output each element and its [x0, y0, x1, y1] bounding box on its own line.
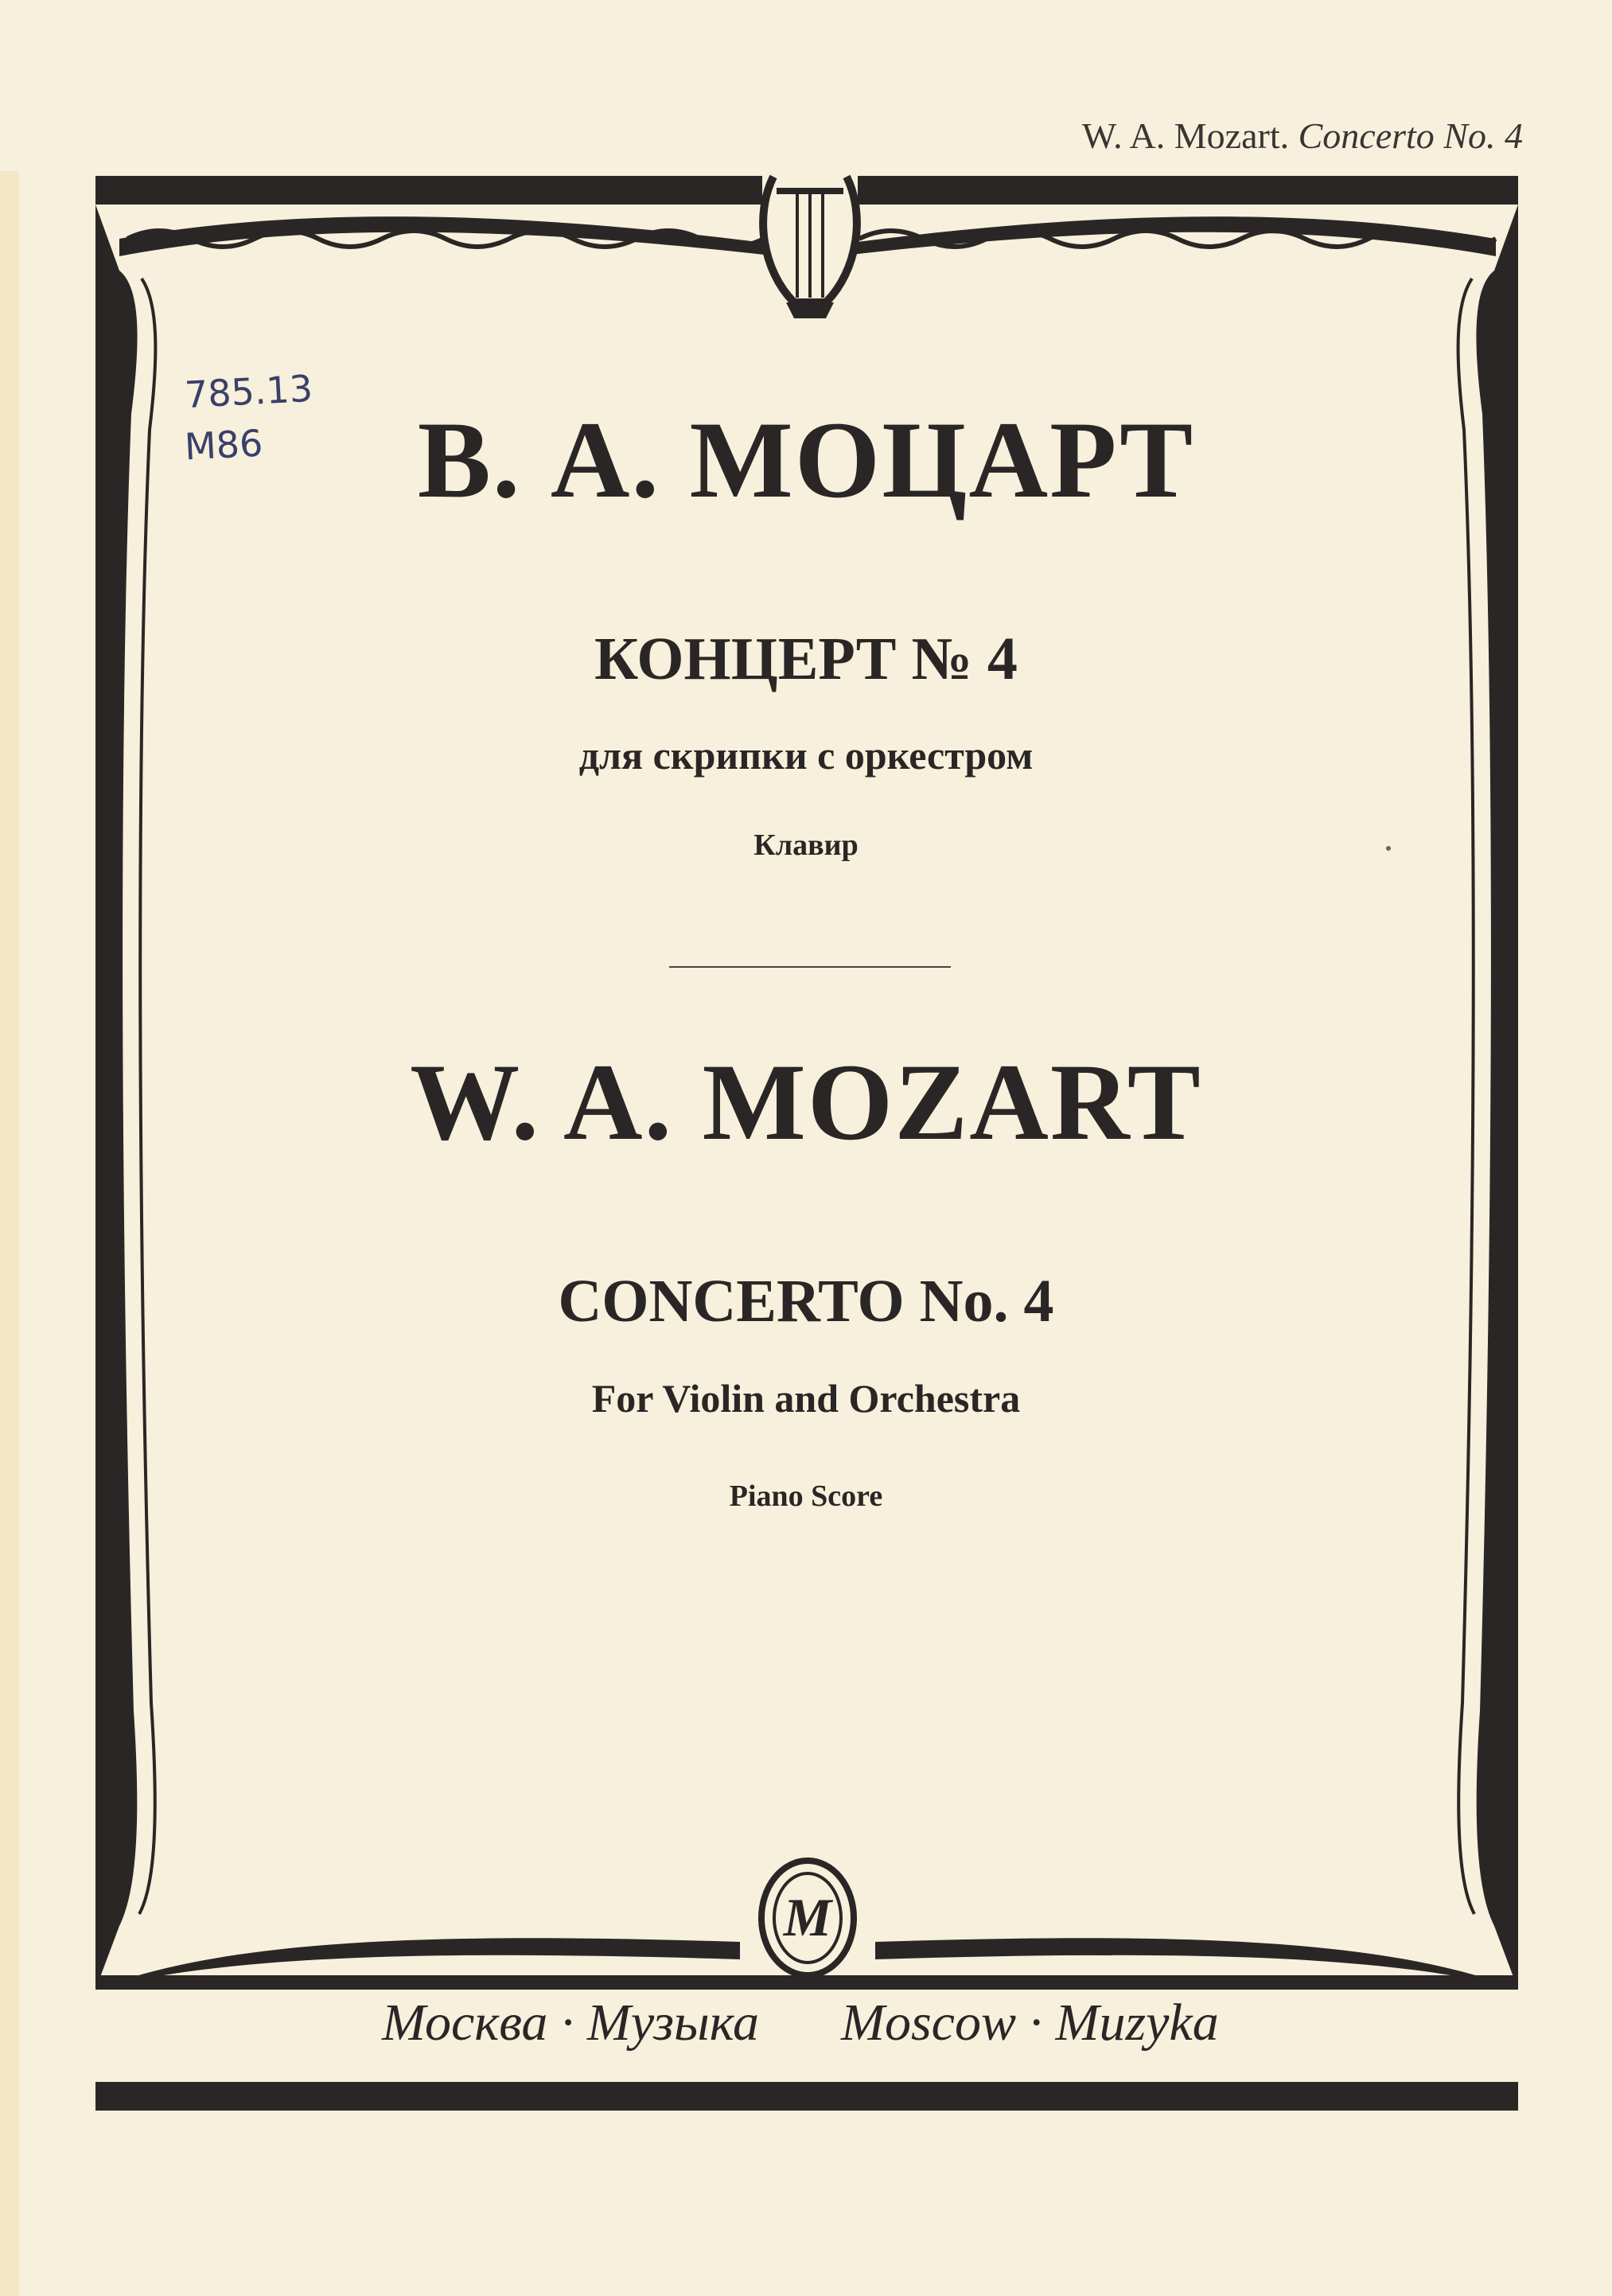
- print-speck: [1386, 846, 1391, 851]
- pencil-shelfmark-code: M86: [183, 421, 264, 469]
- top-bar-right: [858, 176, 1518, 205]
- language-divider: [669, 966, 951, 968]
- work-subtitle-english: For Violin and Orchestra: [591, 1376, 1021, 1421]
- composer-name-russian: В. А. МОЦАРТ: [417, 399, 1195, 520]
- work-title-english: CONCERTO No. 4: [558, 1268, 1054, 1335]
- score-type-english: Piano Score: [729, 1479, 883, 1513]
- publisher-imprint-english: Moscow · Muzyka: [841, 1994, 1219, 2052]
- work-subtitle-russian: для скрипки с оркестром: [578, 733, 1034, 778]
- pencil-shelfmark-number: 785.13: [183, 366, 314, 417]
- top-bar-left: [95, 176, 762, 205]
- running-header-composer: W. A. Mozart.: [1081, 115, 1290, 156]
- publisher-imprint-russian: Москва · Музыка: [382, 1994, 759, 2052]
- work-title-russian: КОНЦЕРТ № 4: [594, 626, 1018, 692]
- bottom-bar: [95, 2082, 1518, 2111]
- lyre-icon: [763, 177, 857, 318]
- svg-text:M: M: [783, 1887, 832, 1947]
- composer-name-english: W. A. MOZART: [410, 1041, 1202, 1163]
- running-header-work: Concerto No. 4: [1298, 115, 1523, 156]
- score-type-russian: Клавир: [753, 828, 859, 862]
- publisher-logo-icon: [761, 1861, 854, 1975]
